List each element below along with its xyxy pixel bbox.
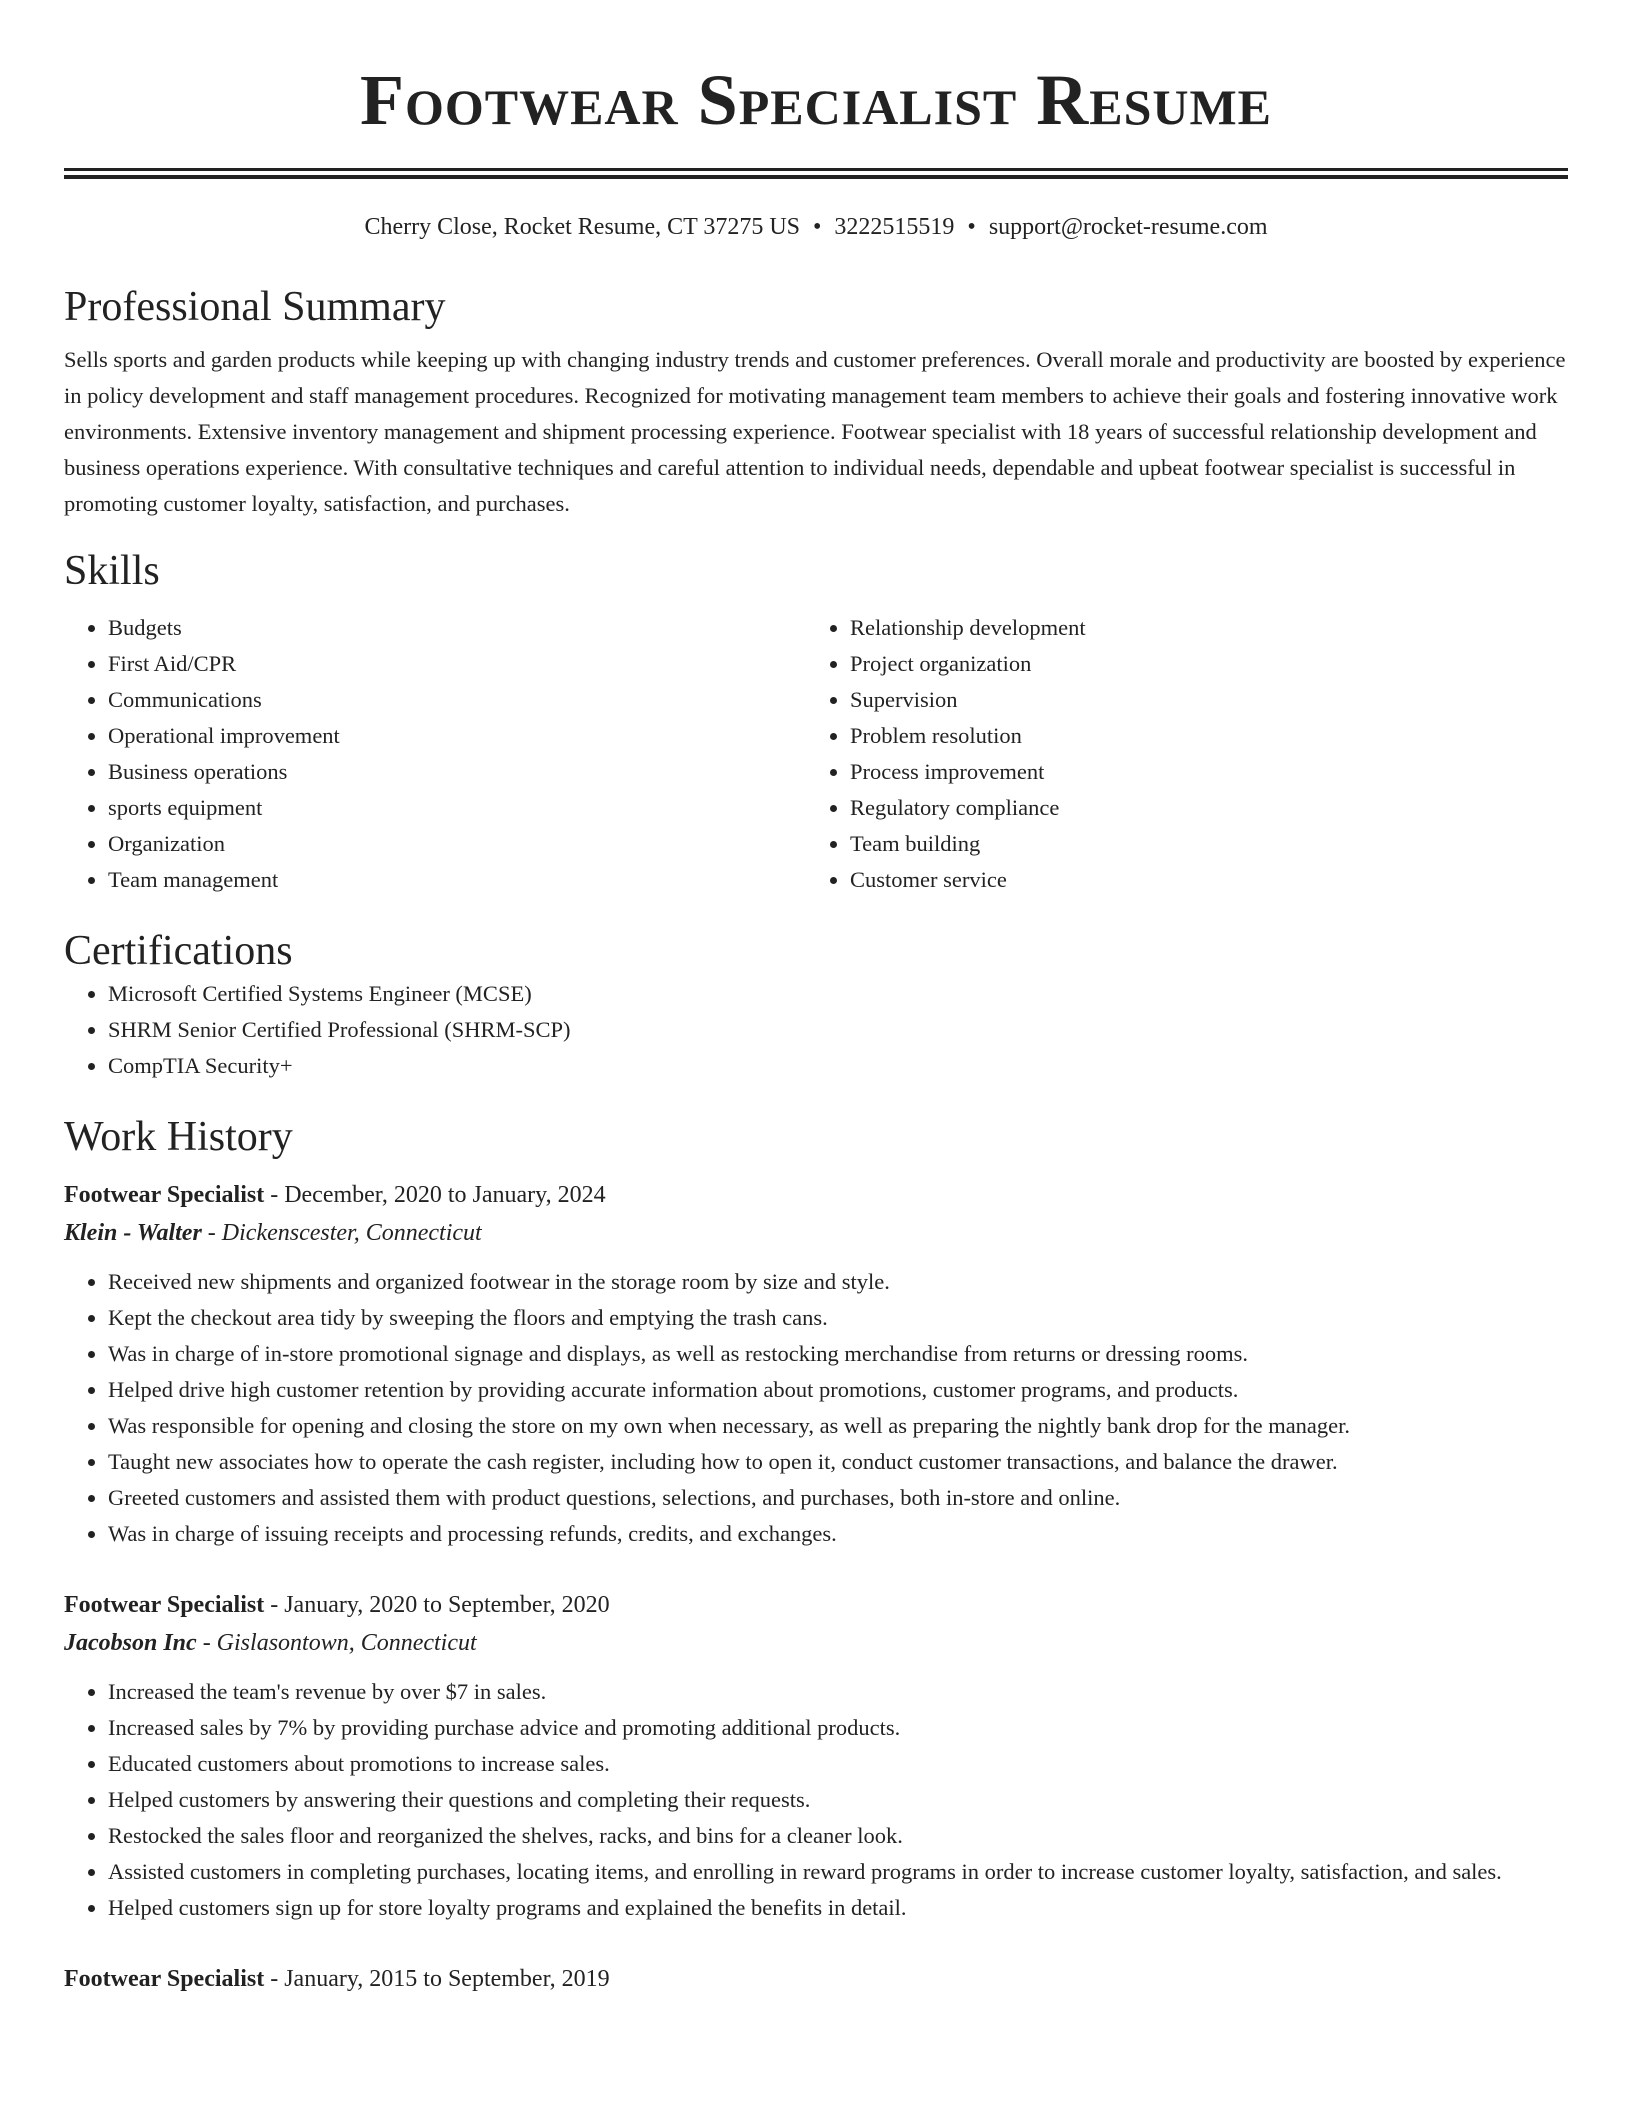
job-entry <box>64 1586 1568 1926</box>
skills-list-right <box>806 610 1548 898</box>
skill-item: • Communications <box>108 682 806 718</box>
job-duty: • Was responsible for opening and closing the store on my own when necessary, as well as preparing the nightly bank drop for the manager. <box>108 1408 1568 1444</box>
job-employer <box>64 1214 1568 1252</box>
skills-heading: Skills <box>64 548 160 594</box>
job-header <box>64 1960 1568 1998</box>
skill-item: • Process improvement <box>850 754 1548 790</box>
job-header <box>64 1586 1568 1624</box>
resume-title: Footwear Specialist Resume <box>359 60 1273 140</box>
job-dates: - January, 2015 to September, 2019 <box>264 1966 610 1992</box>
contact-separator: • <box>813 214 822 240</box>
contact-address: Cherry Close, Rocket Resume, CT 37275 US <box>364 214 801 240</box>
job-dates: - December, 2020 to January, 2024 <box>264 1182 606 1208</box>
job-company: Klein - Walter <box>64 1220 202 1246</box>
certification-item: • Microsoft Certified Systems Engineer (MCSE) <box>108 976 1568 1012</box>
skill-item: • Regulatory compliance <box>850 790 1548 826</box>
job-location: - Gislasontown, Connecticut <box>196 1630 477 1656</box>
job-duty: • Greeted customers and assisted them with product questions, selections, and purchases, both in-store and online. <box>108 1480 1568 1516</box>
title-divider-thick <box>64 175 1568 179</box>
contact-separator: • <box>967 214 976 240</box>
contact-email: support@rocket-resume.com <box>988 214 1268 240</box>
title-divider-thin <box>64 168 1568 171</box>
skills-column-right <box>806 610 1548 898</box>
summary-heading: Professional Summary <box>64 284 446 330</box>
contact-phone: 3222515519 <box>834 214 955 240</box>
contact-line <box>64 212 1568 242</box>
skills-column-left <box>64 610 806 898</box>
job-duty: • Helped drive high customer retention by providing accurate information about promotions, customer programs, and products. <box>108 1372 1568 1408</box>
skill-item: • Organization <box>108 826 806 862</box>
job-location: - Dickenscester, Connecticut <box>201 1220 482 1246</box>
job-duty: • Increased sales by 7% by providing purchase advice and promoting additional products. <box>108 1710 1568 1746</box>
job-title: Footwear Specialist <box>64 1592 265 1618</box>
certifications-list <box>64 976 1568 1084</box>
job-duty: • Helped customers by answering their questions and completing their requests. <box>108 1782 1568 1818</box>
certifications-heading: Certifications <box>64 928 293 974</box>
job-duty: • Increased the team's revenue by over $7 in sales. <box>108 1674 1568 1710</box>
job-employer <box>64 1624 1568 1662</box>
skill-item: • Customer service <box>850 862 1548 898</box>
summary-text: Sells sports and garden products while keeping up with changing industry trends and customer preferences. Overall morale and productivity are boosted by experience in policy development and staff management procedures. Recognized for motivating management team members to achieve their goals and fostering innovative work environments. Extensive inventory management and shipment processing experience. Footwear specialist with 18 years of successful relationship development and business operations experience. With consultative techniques and careful attention to individual needs, dependable and upbeat footwear specialist is successful in promoting customer loyalty, satisfaction, and purchases. <box>64 347 1566 516</box>
job-duty: • Kept the checkout area tidy by sweeping the floors and emptying the trash cans. <box>108 1300 1568 1336</box>
certification-item: • SHRM Senior Certified Professional (SHRM-SCP) <box>108 1012 1568 1048</box>
skill-item: • Supervision <box>850 682 1548 718</box>
job-title: Footwear Specialist <box>64 1182 265 1208</box>
job-dates: - January, 2020 to September, 2020 <box>264 1592 610 1618</box>
job-duty: • Was in charge of in-store promotional signage and displays, as well as restocking merchandise from returns or dressing rooms. <box>108 1336 1568 1372</box>
job-header <box>64 1176 1568 1214</box>
job-duty: • Helped customers sign up for store loyalty programs and explained the benefits in detail. <box>108 1890 1568 1926</box>
resume-page <box>64 0 1568 1998</box>
job-entry <box>64 1176 1568 1552</box>
skills-list-left <box>64 610 806 898</box>
skill-item: • Problem resolution <box>850 718 1548 754</box>
job-duty: • Received new shipments and organized footwear in the storage room by size and style. <box>108 1264 1568 1300</box>
skill-item: • Team management <box>108 862 806 898</box>
job-entry <box>64 1960 1568 1998</box>
skill-item: • Operational improvement <box>108 718 806 754</box>
skill-item: • Budgets <box>108 610 806 646</box>
skill-item: • Team building <box>850 826 1548 862</box>
skill-item: • Business operations <box>108 754 806 790</box>
certification-item: • CompTIA Security+ <box>108 1048 1568 1084</box>
job-duty: • Restocked the sales floor and reorganized the shelves, racks, and bins for a cleaner look. <box>108 1818 1568 1854</box>
skill-item: • Relationship development <box>850 610 1548 646</box>
skill-item: • First Aid/CPR <box>108 646 806 682</box>
skill-item: • Project organization <box>850 646 1548 682</box>
job-title: Footwear Specialist <box>64 1966 265 1992</box>
job-duty: • Educated customers about promotions to increase sales. <box>108 1746 1568 1782</box>
job-duties-list <box>64 1264 1568 1552</box>
skill-item: • sports equipment <box>108 790 806 826</box>
job-duty: • Was in charge of issuing receipts and processing refunds, credits, and exchanges. <box>108 1516 1568 1552</box>
skills-columns <box>64 610 1568 898</box>
work-history-heading: Work History <box>64 1114 293 1160</box>
job-duty: • Taught new associates how to operate the cash register, including how to open it, conduct customer transactions, and balance the drawer. <box>108 1444 1568 1480</box>
job-duties-list <box>64 1674 1568 1926</box>
job-duty: • Assisted customers in completing purchases, locating items, and enrolling in reward programs in order to increase customer loyalty, satisfaction, and sales. <box>108 1854 1568 1890</box>
job-company: Jacobson Inc <box>64 1630 197 1656</box>
